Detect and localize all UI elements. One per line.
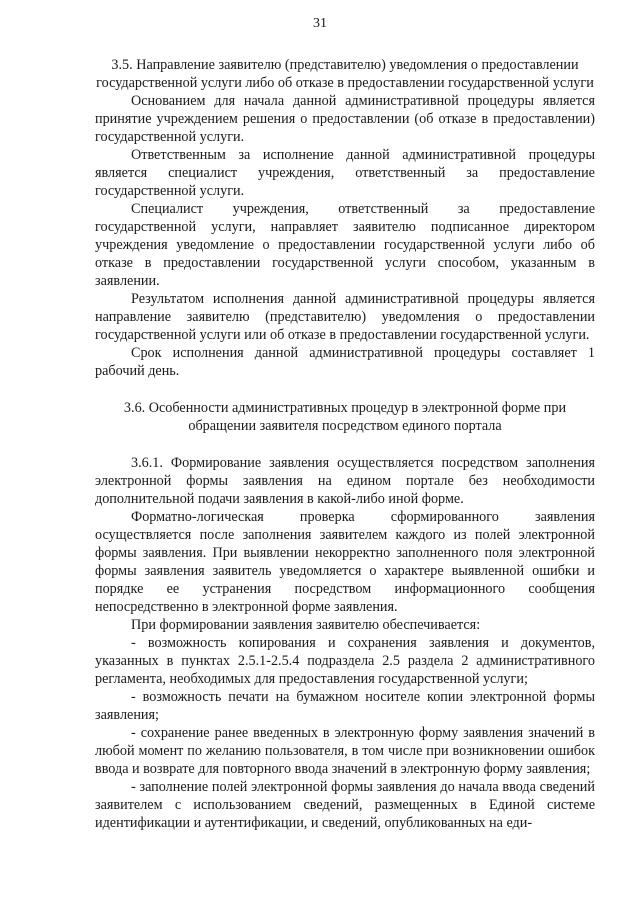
- list-item: - возможность копирования и сохранения заявления и документов, указанных в пунктах 2.5.1-2.5.4 подраздела 2.5 раздела 2 административного регламента, необходимых для предоставления государственной услуги;: [95, 635, 595, 687]
- paragraph: Ответственным за исполнение данной административной процедуры является специалист учреждения, ответственный за предоставление государственной услуги.: [95, 147, 595, 199]
- section-heading-3-5: 3.5. Направление заявителю (представителю) уведомления о предоставлении государственной услуги либо об отказе в предоставлении государственной услуги: [96, 57, 594, 91]
- paragraph: Срок исполнения данной административной процедуры составляет 1 рабочий день.: [95, 345, 595, 379]
- paragraph: Специалист учреждения, ответственный за предоставление государственной услуги, направляет заявителю подписанное директором учреждения уведомление о предоставлении государственной услуги либо об отказе в предоставлении государственной услуги способом, указанным в заявлении.: [95, 201, 595, 289]
- paragraph: Результатом исполнения данной административной процедуры является направление заявителю (представителю) уведомления о предоставлении государственной услуги или об отказе в предоставлении государственной услуги.: [95, 291, 595, 343]
- page-number: 31: [313, 16, 327, 31]
- list-item: - возможность печати на бумажном носителе копии электронной формы заявления;: [95, 689, 595, 723]
- paragraph: При формировании заявления заявителю обеспечивается:: [131, 617, 481, 633]
- section-heading-3-6: 3.6. Особенности административных процедур в электронной форме при обращении заявителя посредством единого портала: [123, 400, 567, 434]
- paragraph: 3.6.1. Формирование заявления осуществляется посредством заполнения электронной формы заявления на едином портале без необходимости дополнительной подачи заявления в какой-либо иной форме.: [95, 455, 595, 507]
- spacer: [95, 435, 595, 454]
- list-item: - заполнение полей электронной формы заявления до начала ввода сведений заявителем с использованием сведений, размещенных в Единой системе идентификации и аутентификации, и сведений, опубликованных на еди-: [95, 779, 595, 831]
- list-item: - сохранение ранее введенных в электронную форму заявления значений в любой момент по желанию пользователя, в том числе при возникновении ошибок ввода и возврате для повторного ввода значений в электронную форму заявления;: [95, 725, 595, 777]
- document-body: [95, 56, 595, 832]
- paragraph: Основанием для начала данной административной процедуры является принятие учреждением решения о предоставлении (об отказе в предоставлении) государственной услуги.: [95, 93, 595, 145]
- spacer: [95, 380, 595, 399]
- paragraph: Форматно-логическая проверка сформированного заявления осуществляется после заполнения заявителем каждого из полей электронной формы заявления. При выявлении некорректно заполненного поля электронной формы заявления заявитель уведомляется о характере выявленной ошибки и порядке ее устранения посредством информационного сообщения непосредственно в электронной форме заявления.: [95, 509, 595, 615]
